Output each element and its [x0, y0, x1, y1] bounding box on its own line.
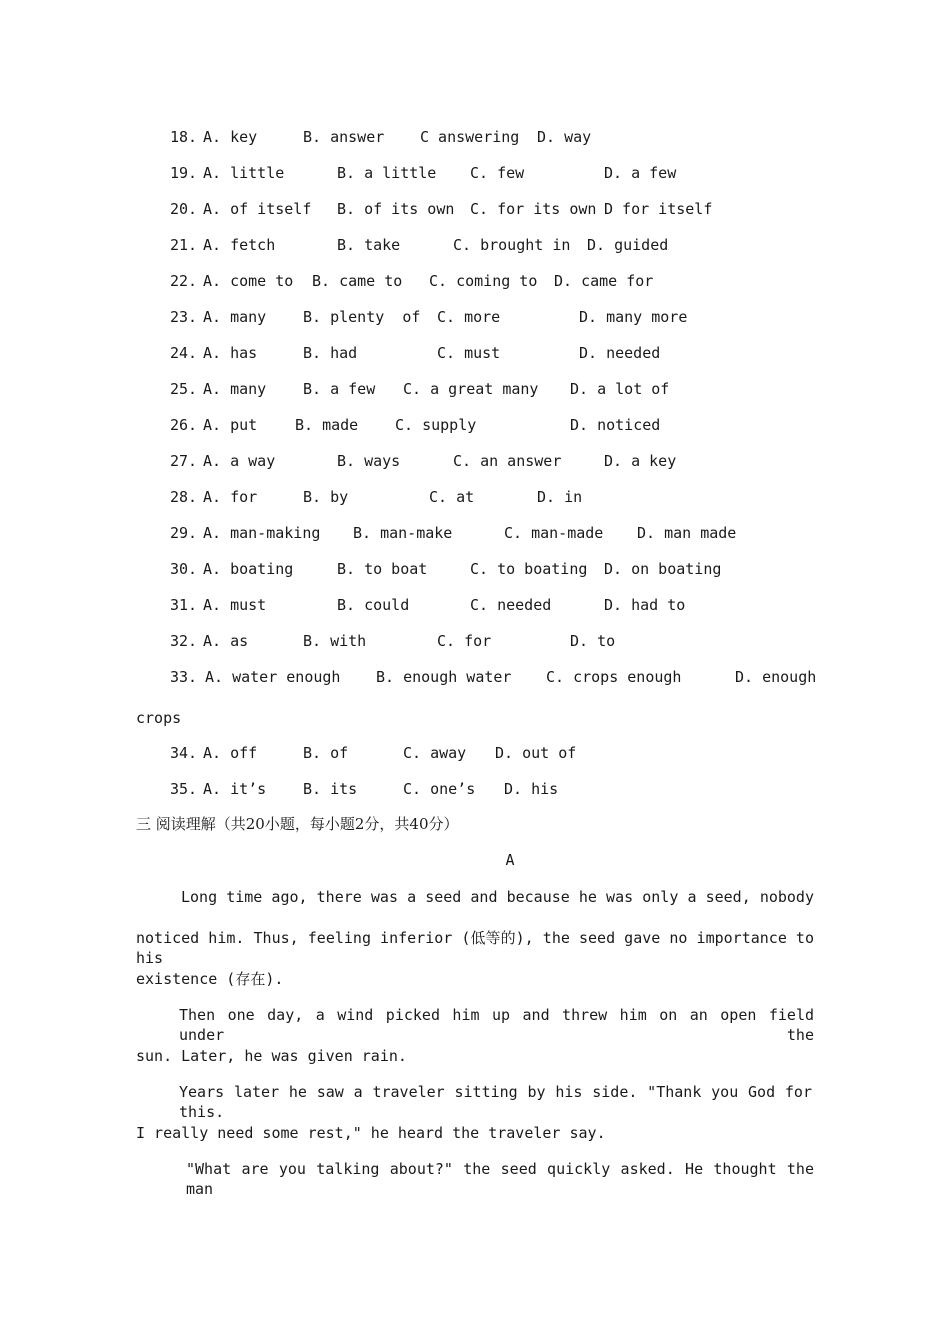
question-23 [170, 307, 688, 327]
option-b: B. had [303, 344, 358, 362]
passage-line: "What are you talking about?" the seed quickly asked. He thought the man [186, 1160, 814, 1198]
option-b: B. of [303, 744, 349, 762]
option-a: A. many [203, 308, 267, 326]
option-b: B. plenty of [303, 308, 421, 326]
option-b: B. of its own [337, 200, 455, 218]
option-b: B. take [337, 236, 401, 254]
passage-line: noticed him. Thus, feeling inferior (低等的), the seed gave no importance to his [136, 929, 814, 967]
question-30 [170, 559, 722, 579]
passage-line: Long time ago, there was a seed and because he was only a seed, nobody [181, 888, 814, 906]
question-number: 33. [170, 668, 198, 686]
option-a: A. boating [203, 560, 294, 578]
option-b: B. a few [303, 380, 376, 398]
option-b: B. its [303, 780, 358, 798]
option-d: D. enough [735, 668, 817, 686]
question-33 [170, 667, 816, 687]
question-24 [170, 343, 661, 363]
option-b: B. came to [312, 272, 403, 290]
option-b: B. a little [337, 164, 437, 182]
option-a: A. it’s [203, 780, 267, 798]
option-a: A. has [203, 344, 258, 362]
passage-line: I really need some rest," he heard the traveler say. [136, 1124, 606, 1142]
option-c: C. man-made [504, 524, 604, 542]
question-number: 21. [170, 236, 198, 254]
option-c: C. must [437, 344, 501, 362]
question-27 [170, 451, 677, 471]
option-d: D. to [570, 632, 616, 650]
option-d: D for itself [604, 200, 713, 218]
question-number: 32. [170, 632, 198, 650]
option-d: D. noticed [570, 416, 661, 434]
passage-letter: A [505, 851, 515, 869]
option-a: A. as [203, 632, 249, 650]
option-a: A. man-making [203, 524, 321, 542]
option-a: A. for [203, 488, 258, 506]
question-number: 18. [170, 128, 198, 146]
question-number: 26. [170, 416, 198, 434]
option-c: C. few [470, 164, 525, 182]
question-32 [170, 631, 616, 651]
option-b: B. man-make [353, 524, 453, 542]
option-c: C. an answer [453, 452, 562, 470]
question-28 [170, 487, 583, 507]
question-number: 30. [170, 560, 198, 578]
option-c: C answering [420, 128, 520, 146]
option-c: C. away [403, 744, 467, 762]
option-c: C. at [429, 488, 475, 506]
question-number: 22. [170, 272, 198, 290]
option-b: B. answer [303, 128, 385, 146]
question-26 [170, 415, 661, 435]
question-number: 31. [170, 596, 198, 614]
option-c: C. more [437, 308, 501, 326]
option-d: D. his [504, 780, 559, 798]
option-d: D. man made [637, 524, 737, 542]
passage-line: Then one day, a wind picked him up and threw him on an open field under the [179, 1006, 814, 1044]
question-number: 19. [170, 164, 198, 182]
option-a: A. come to [203, 272, 294, 290]
option-c: C. supply [395, 416, 477, 434]
question-number: 24. [170, 344, 198, 362]
option-a: A. of itself [203, 200, 312, 218]
option-b: B. could [337, 596, 410, 614]
option-a: A. a way [203, 452, 276, 470]
question-25 [170, 379, 670, 399]
option-d: D. guided [587, 236, 669, 254]
option-d: D. had to [604, 596, 686, 614]
option-d: D. a few [604, 164, 677, 182]
option-b: B. ways [337, 452, 401, 470]
option-b: B. made [295, 416, 359, 434]
option-c: C. one’s [403, 780, 476, 798]
option-d: D. many more [579, 308, 688, 326]
question-21 [170, 235, 669, 255]
option-d: D. out of [495, 744, 577, 762]
question-number: 20. [170, 200, 198, 218]
option-a: A. water enough [205, 668, 341, 686]
option-b: B. enough water [376, 668, 512, 686]
option-c: C. for its own [470, 200, 597, 218]
option-a: A. put [203, 416, 258, 434]
option-d: D. needed [579, 344, 661, 362]
option-a: A. off [203, 744, 258, 762]
question-31 [170, 595, 686, 615]
question-number: 25. [170, 380, 198, 398]
option-a: A. fetch [203, 236, 276, 254]
option-d: D. way [537, 128, 592, 146]
option-d: D. a key [604, 452, 677, 470]
question-18 [170, 127, 592, 147]
option-c: C. coming to [429, 272, 538, 290]
question-35 [170, 779, 559, 799]
option-c: C. to boating [470, 560, 588, 578]
option-c: C. brought in [453, 236, 571, 254]
option-a: A. little [203, 164, 285, 182]
option-c: C. a great many [403, 380, 539, 398]
question-20 [170, 199, 713, 219]
option-b: B. with [303, 632, 367, 650]
question-number: 29. [170, 524, 198, 542]
option-b: B. to boat [337, 560, 428, 578]
question-number: 27. [170, 452, 198, 470]
option-a: A. key [203, 128, 258, 146]
question-33-continuation: crops [136, 709, 182, 727]
option-a: A. many [203, 380, 267, 398]
question-22 [170, 271, 654, 291]
option-c: C. for [437, 632, 492, 650]
option-d: D. on boating [604, 560, 722, 578]
option-b: B. by [303, 488, 349, 506]
section-title: 三 阅读理解（共20小题，每小题2分，共40分） [136, 815, 459, 833]
passage-line: sun. Later, he was given rain. [136, 1047, 407, 1065]
option-d: D. came for [554, 272, 654, 290]
option-a: A. must [203, 596, 267, 614]
question-34 [170, 743, 577, 763]
passage-line: existence (存在). [136, 970, 284, 988]
option-d: D. in [537, 488, 583, 506]
option-c: C. crops enough [546, 668, 682, 686]
passage-line: Years later he saw a traveler sitting by his side. "Thank you God for this. [179, 1083, 812, 1121]
question-29 [170, 523, 737, 543]
option-c: C. needed [470, 596, 552, 614]
question-19 [170, 163, 677, 183]
question-number: 28. [170, 488, 198, 506]
question-number: 35. [170, 780, 198, 798]
option-d: D. a lot of [570, 380, 670, 398]
question-number: 23. [170, 308, 198, 326]
question-number: 34. [170, 744, 198, 762]
